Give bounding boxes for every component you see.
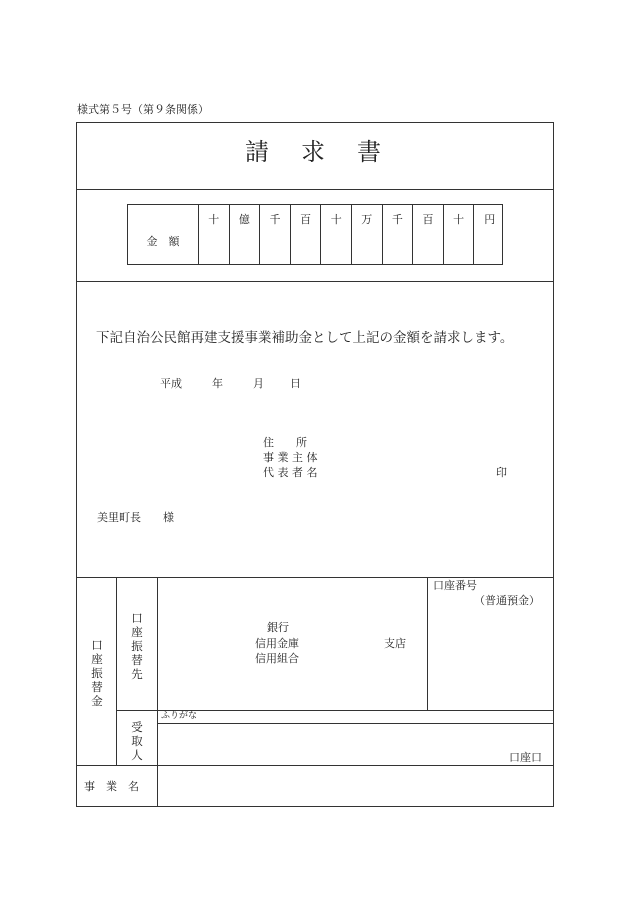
address-label: 住 所 (263, 436, 307, 449)
date-day: 日 (290, 377, 301, 390)
representative-label: 代 表 者 名 (263, 466, 318, 479)
account-type: （普通預金） (474, 594, 540, 607)
recipient-label: 受取人 (131, 720, 143, 762)
divider-bank (76, 765, 554, 766)
bank-col-divider-1 (116, 577, 117, 765)
form-number: 様式第５号（第９条関係） (77, 103, 209, 116)
amount-unit-cell: 十 (443, 205, 474, 264)
amount-unit-cell: 千 (259, 205, 290, 264)
amount-unit-cell: 千 (382, 205, 413, 264)
entity-label: 事 業 主 体 (263, 451, 318, 464)
addressee: 美里町長 様 (97, 511, 174, 524)
document-title: 請 求 書 (245, 138, 385, 166)
account-holder: 口座口 (509, 751, 542, 764)
amount-unit-cell: 円 (473, 205, 505, 264)
amount-label: 金 額 (146, 235, 180, 248)
bank-type-shinkumi: 信用組合 (255, 652, 299, 665)
amount-unit-cell: 百 (290, 205, 321, 264)
furigana-label: ふりがな (161, 711, 198, 721)
date-era: 平成 (160, 377, 182, 390)
date-month: 月 (253, 377, 264, 390)
divider-title (76, 189, 554, 190)
amount-unit-cell: 十 (198, 205, 229, 264)
branch-label: 支店 (384, 637, 406, 650)
seal-mark: 印 (496, 466, 507, 479)
bank-section-label: 口座振替金 (91, 638, 103, 708)
divider-body (76, 577, 554, 578)
account-number-label: 口座番号 (433, 579, 477, 592)
amount-unit-cell: 十 (320, 205, 351, 264)
bank-col-divider-3 (427, 577, 428, 710)
amount-unit-cell: 百 (412, 205, 443, 264)
project-name-label: 事 業 名 (84, 780, 139, 793)
request-statement: 下記自治公民館再建支援事業補助金として上記の金額を請求します。 (96, 330, 514, 346)
bank-type-shinkin: 信用金庫 (255, 637, 299, 650)
transfer-destination-label: 口座振替先 (131, 611, 143, 681)
date-year: 年 (212, 377, 223, 390)
amount-table (127, 204, 503, 265)
divider-amount (76, 281, 554, 282)
bank-col-divider-2 (157, 577, 158, 807)
bank-type-bank: 銀行 (267, 621, 289, 634)
furigana-divider (157, 723, 554, 724)
amount-unit-cell: 億 (229, 205, 260, 264)
amount-unit-cell: 万 (351, 205, 382, 264)
